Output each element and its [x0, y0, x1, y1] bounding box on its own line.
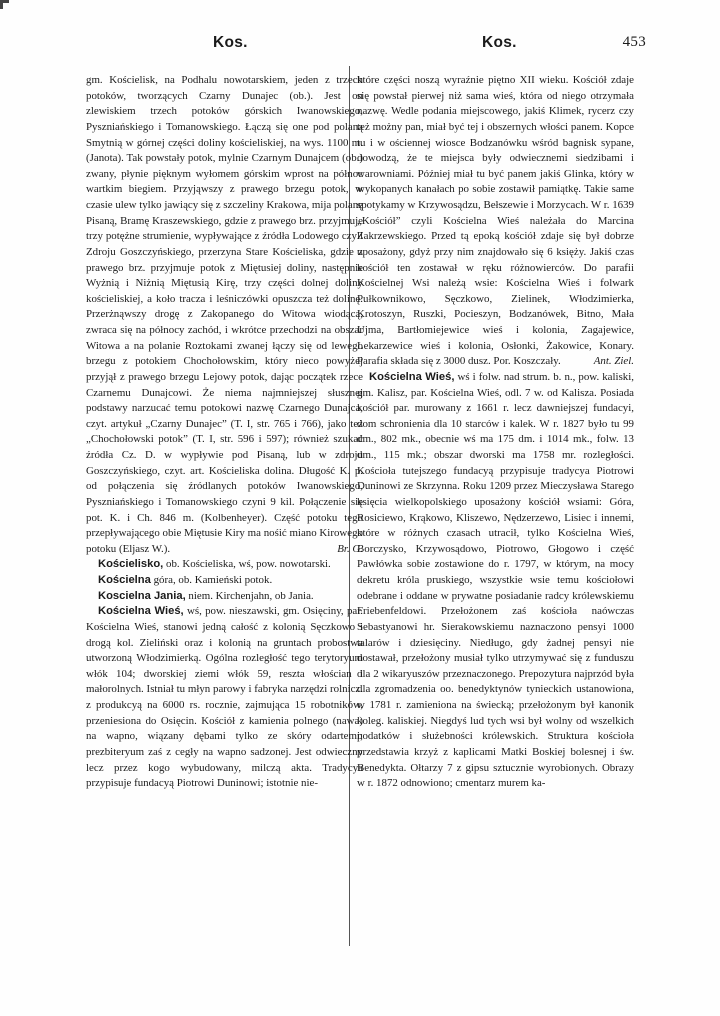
entry-author: Br. G.: [337, 542, 363, 555]
entry-text: gm. Kościelisk, na Podhalu nowotarskiem, jeden z trzech potoków, tworzących Czarny Dunajec (ob.). Jest on zlewiskiem trzech potoków górskich Iwanowskiego, Pyszniańskiego i Tomanowskiego. Łączą się one pod polaną Smytnią w górnej części doliny kościeliskiej, na wys. 1100 m. (Janota). Tak powstały potok, mylnie Czarnym Dunajcem (ob.) zwany, płynie pięknym wyłomem górskim wprost na północ wartkim biegiem. Przyjąwszy z prawego brzegu potok, w czasie ulew tylko jawiący się z szczeliny Krakowa, mija polanę Pisaną, Bramę Kraszewskiego, gdzie z prawego brz. przyjmuje trzy potężne strumienie, wypływające z źródła Lodowego czyli Zdroju Goszczyńskiego, przerzyna Stare Kościeliska, gdzie z prawego brz. przyjmuje potok z Miętusiej doliny, następnie Wyżnią i Niżnią Miętusią Kirę, trzy części dolnej doliny kościeliskiej, a koło tracza i leśniczówki opuszcza też dolinę. Przerżnąwszy drogę z Zakopanego do Witowa wiodącą, zwraca się na północy zachód, i wkrótce przechodzi na obszar Witowa a na polanie Roztokami zwanej łączy się od lewego brzegu z potokiem Chochołowskim, który nieco powyżej przyjął z prawego brzegu Lejowy potok, dając początek rzece Czarnemu Dunajcowi. Że niema najmniejszej słusznej podstawy narzucać temu potokowi nazwę Czarnego Dunajca, czyt. artykuł „Czarny Dunajec” (T. I, str. 765 i 766), jako też „Chochołowski potok” (T. I, str. 596 i 597); również szukać źródła Cz. D. w wypływie pod Pisaną, lub w zdroju Goszczyńskiego, czyt. art. Kościeliska dolina. Długość K. p. od połączenia się źródlanych potoków Iwanowskiego, Pyszniańskiego i Tomanowskiego czyni 9 kil. Połączenie się pot. K. i Ch. 846 m. (Kolbenheyer). Część potoku tego przepływającego obie Miętusie Kiry ma nośić miano Kirowego potoku (Eljasz W.).: [86, 74, 363, 555]
entry-text: wś, pow. nieszawski, gm. Osięciny, par. Kościelna Wieś, stanowi jedną całość z kolonią Sęczkowo i drogą kol. Zieliński oraz i kolonią na gruntach probostwa utworzoną Włodzimierką. Ogólna rozległość tego terytoryum włók 104; dworskiej ziemi włók 59, reszta włościan i małorolnych. Istniał tu młyn parowy i fabryka narzędzi rolnicz. z produkcyą na 6000 rs. rocznie, zajmująca 15 robotników, przeniesiona do Osięcin. Kościół z kamienia polnego (nawa) na wapno, wiązany dębami tylko ze skóry odartemi; prezbiteryum zaś z cegły na wapno sadzonej. Jest odwieczny lecz przez kogo wybudowany, milczą akta. Tradycya przypisuje fundacyą Piotrowi Duninowi; istotnie nie-: [86, 605, 363, 790]
entry-koscielna-wies-continued: [357, 73, 634, 370]
entry-koscielisko: [86, 557, 363, 573]
page-number: 453: [622, 34, 646, 50]
entry-koscielna-jania: [86, 589, 363, 605]
header-left-title: Kos.: [213, 34, 248, 51]
entry-headword: Kościelna Wieś,: [98, 605, 184, 618]
entry-text: góra, ob. Kamieński potok.: [153, 574, 273, 586]
entry-text: które części noszą wyraźnie piętno XII wieku. Kościół zdaje się powstał pierwej niż sama wieś, która od niego otrzymała nazwę. Wedle podania miejscowego, jakiś Klimek, rycerz czy też możny pan, miał być tej i obszernych włości panem. Kopce tu i w ościennej wiosce Bodzanówku wśród bagnisk sypane, dowodzą, że te miejsca były odwiecznemi siedzibami i warowniami. Później miał tu być panem jakiś Glinka, który w wykopanych kanałach po sobie zostawił pamiątkę. Takie same spotykamy w Krzywosądzu, Bełszewie i Morzycach. W r. 1639 „Kościół” czyli Kościelna Wieś należała do Marcina Zakrzewskiego. Przed tą epoką kościół zdaje się był dobrze uposażony, gdyż przy nim znajdowało się 6 księży. Jakiś czas kościół ten zostawał w ręku różnowierców. Do parafii Kościelnej Wsi należą wsie: Kościelna Wieś i folwark Pułkownikowo, Sęczkowo, Zielinek, Włodzimierka, Krotoszyn, Ruszki, Pocieszyn, Bodzanówek, Bitno, Mała Ujma, Bartłomiejewice wieś i kolonia, Zagajewice, Lekarzewice wieś i kolonia, Osłonki, Żakowice, Konary. Parafia składa się z 3000 dusz. Por. Koszczały.: [357, 74, 634, 368]
entry-koscielna-gora: [86, 573, 363, 589]
entry-headword: Kościelna: [98, 574, 151, 586]
running-header: [80, 34, 646, 56]
entry-headword: Koscielna Jania,: [98, 589, 186, 602]
entry-headword: Kościelna Wieś,: [369, 370, 455, 383]
left-column: [86, 73, 363, 792]
scan-corner-mark: [0, 0, 9, 9]
entry-koscielna-wies-nieszawski: [86, 604, 363, 792]
entry-headword: Kościelisko,: [98, 558, 164, 571]
entry-author: Ant. Ziel.: [593, 355, 634, 368]
header-right-title: Kos.: [482, 34, 517, 51]
entry-text: niem. Kirchenjahn, ob Jania.: [188, 589, 314, 602]
entry-text: ob. Kościeliska, wś, pow. nowotarski.: [166, 558, 331, 571]
entry-kosciel-potok-continued: [86, 73, 363, 557]
right-column: [357, 73, 634, 792]
entry-koscielna-wies-kaliski: [357, 370, 634, 792]
entry-text: wś i folw. nad strum. b. n., pow. kaliski, gm. Kalisz, par. Kościelna Wieś, odl. 7 w. od Kalisza. Posiada kościół par. murowany z 1661 r. lecz dawniejszej fundacyi, dom schronienia dla 10 starców i kalek. W r. 1827 było tu 99 dm., 802 mk., obecnie wś ma 175 dm. i 1014 mk., folw. 13 dm., 115 mk.; obszar dworski ma 1758 mr. rozległości. Kościoła tutejszego fundacyą przypisuje tradycya Piotrowi Duninowi ze Skrzynna. Roku 1209 przez Mieczysława Starego księcia wielkopolskiego uposażony kościół wsiami: Góra, Rosiciewo, Krąkowo, Kliszewo, Nędzerzewo, Lisiec i innemi, które w różnych czasach utracił, tylko Kościelna Wieś, Borczysko, Krzywosądowo, Piotrowo, Głogowo i część Pawłówka sobie zostawione do r. 1797, w którym, na mocy dekretu króla pruskiego, wszystkie wsie temu kościołowi odebrane i oddane w prywatne posiadanie radcy królewskiemu Friebenfeldowi. Przełożonem zaś kościoła naówczas Sebastyanowi hr. Sierakowskiemu naznaczono pensyi 1000 talarów i dziesięciny. Niedługo, gdy żadnej pensyi nie dostawał, przełożony musiał tylko utrzymywać się z funduszu dla 2 wikaryuszów przeznaczonego. Prepozytura najprzód była dla zgromadzenia oo. benedyktynów tynieckich ustanowiona, w 1781 r. zamieniona na świecką; przełożonym był kanonik koleg. kaliskiej. Niegdyś lud tych wsi był wolny od wszelkich podatków i służebności królewskich. Struktura kościoła przedstawia krzyż z kaplicami Matki Boskiej bolesnej i św. Benedykta. Ołtarzy 7 z gipsu sztucznie wyrobionych. Obrazy w r. 1872 odnowiono; cmentarz murem ka-: [357, 370, 634, 790]
